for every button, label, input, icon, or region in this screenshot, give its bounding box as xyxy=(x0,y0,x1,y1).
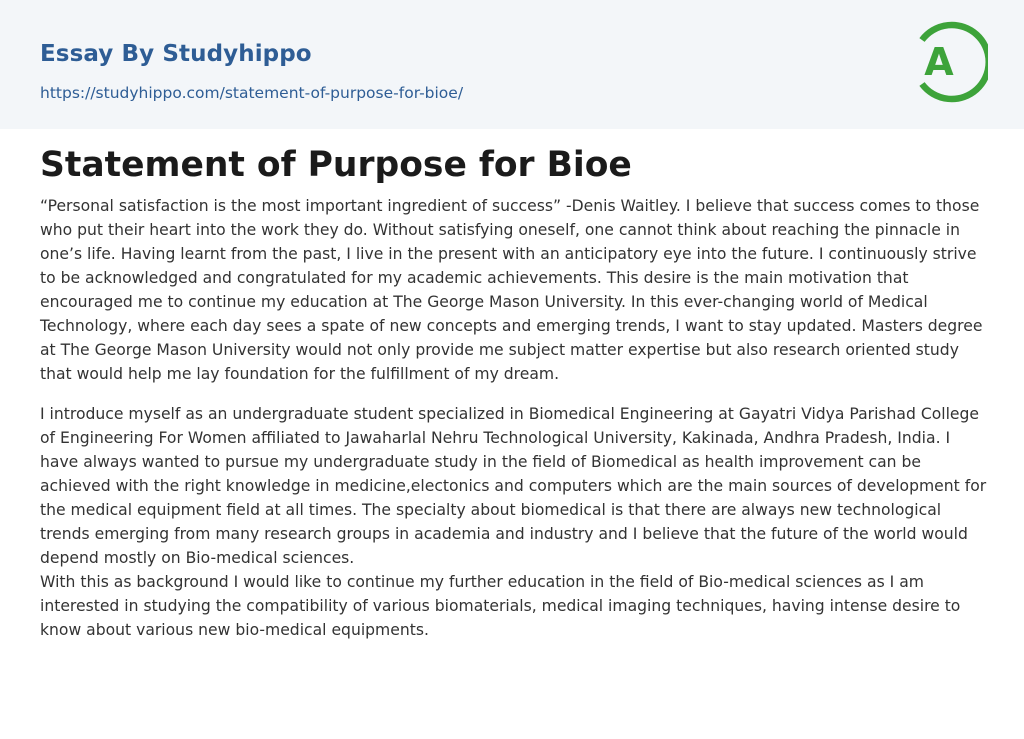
essay-paragraph: With this as background I would like to continue my further education in the field of Bio-medical sciences as I am interested in studying the compatibility of various biomaterials, medical imaging techniques, having intense desire to know about various new bio-medical equipments. xyxy=(40,573,961,639)
essay-paragraph: I introduce myself as an undergraduate student specialized in Biomedical Engineering at Gayatri Vidya Parishad College of Engineering For Women affiliated to Jawaharlal Nehru Technological University, Kakinada, Andhra Pradesh, India. I have always wanted to pursue my undergraduate study in the field of Biomedical as health improvement can be achieved with the right knowledge in medicine,electonics and computers which are the main sources of development for the medical equipment field at all times. The specialty about biomedical is that there are always new technological trends emerging from many research groups in academia and industry and I believe that the future of the world would depend mostly on Bio-medical sciences. xyxy=(40,405,987,567)
essay-body xyxy=(40,194,988,642)
page-title: Statement of Purpose for Bioe xyxy=(40,145,632,185)
site-header xyxy=(0,0,1024,129)
brand-title[interactable]: Essay By Studyhippo xyxy=(40,41,312,67)
essay-url-link[interactable]: https://studyhippo.com/statement-of-purpose-for-bioe/ xyxy=(40,84,464,102)
studyhippo-logo-icon[interactable] xyxy=(910,18,988,106)
logo-letter: A xyxy=(924,40,954,84)
essay-paragraph: “Personal satisfaction is the most important ingredient of success” -Denis Waitley. I believe that success comes to those who put their heart into the work they do. Without satisfying oneself, one cannot think about reaching the pinnacle in one’s life. Having learnt from the past, I live in the present with an anticipatory eye into the future. I continuously strive to be acknowledged and congratulated for my academic achievements. This desire is the main motivation that encouraged me to continue my education at The George Mason University. In this ever-changing world of Medical Technology, where each day sees a spate of new concepts and emerging trends, I want to stay updated. Masters degree at The George Mason University would not only provide me subject matter expertise but also research oriented study that would help me lay foundation for the fulfillment of my dream. xyxy=(40,197,983,383)
